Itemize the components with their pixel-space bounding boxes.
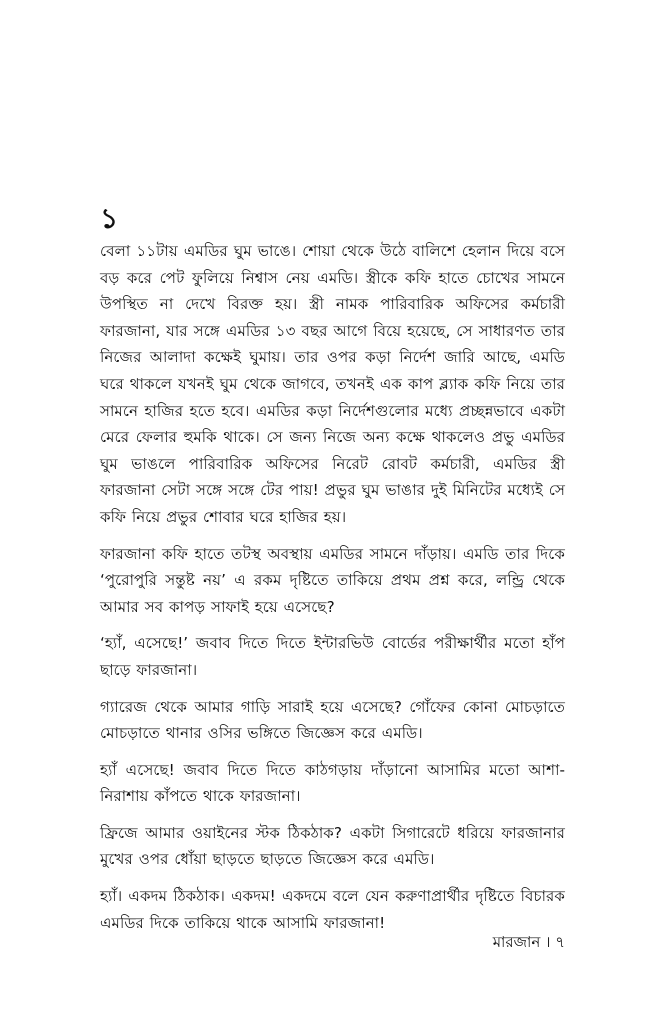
paragraph: হ্যাঁ এসেছে! জবাব দিতে দিতে কাঠগড়ায় দাঁড়ানো আসামির মতো আশা-নিরাশায় কাঁপতে থাকে ফারজানা।	[100, 760, 565, 806]
page-footer-running-title: মারজান । ৭	[492, 933, 565, 951]
paragraph: হ্যাঁ। একদম ঠিকঠাক। একদম! একদমে বলে যেন করুণাপ্রার্থীর দৃষ্টিতে বিচারক এমডির দিকে তাকিয়ে থাকে আসামি ফারজানা!	[100, 887, 565, 932]
paragraph: বেলা ১১টায় এমডির ঘুম ভাঙে। শোয়া থেকে উঠে বালিশে হেলান দিয়ে বসে বড় করে পেট ফুলিয়ে নিশ্বাস নেয় এমডি। স্ত্রীকে কফি হাতে চোখের সামনে উপস্থিত না দেখে বিরক্ত হয়। স্ত্রী নামক পারিবারিক অফিসের কর্মচারী ফারজানা, যার সঙ্গে এমডির ১৩ বছর আগে বিয়ে হয়েছে, সে সাধারণত তার নিজের আলাদা কক্ষেই ঘুমায়। তার ওপর কড়া নির্দেশ জারি আছে, এমডি ঘরে থাকলে যখনই ঘুম থেকে জাগবে, তখনই এক কাপ ব্ল্যাক কফি নিয়ে তার সামনে হাজির হতে হবে। এমডির কড়া নির্দেশগুলোর মধ্যে প্রচ্ছন্নভাবে একটা মেরে ফেলার হুমকি থাকে। সে জন্য নিজে অন্য কক্ষে থাকলেও প্রভু এমডির ঘুম ভাঙলে পারিবারিক অফিসের নিরেট রোবট কর্মচারী, এমডির স্ত্রী ফারজানা সেটা সঙ্গে সঙ্গে টের পায়! প্রভুর ঘুম ভাঙার দুই মিনিটের মধ্যেই সে কফি নিয়ে প্রভুর শোবার ঘরে হাজির হয়।	[100, 242, 565, 526]
paragraph: গ্যারেজ থেকে আমার গাড়ি সারাই হয়ে এসেছে? গোঁফের কোনা মোচড়াতে মোচড়াতে থানার ওসির ভঙ্গিতে জিজ্ঞেস করে এমডি।	[100, 697, 565, 743]
paragraph: ‘হ্যাঁ, এসেছে!’ জবাব দিতে দিতে ইন্টারভিউ বোর্ডের পরীক্ষার্থীর মতো হাঁপ ছাড়ে ফারজানা।	[100, 634, 565, 679]
paragraph: ফ্রিজে আমার ওয়াইনের স্টক ঠিকঠাক? একটা সিগারেটে ধরিয়ে ফারজানার মুখের ওপর ধোঁয়া ছাড়তে ছাড়তে জিজ্ঞেস করে এমডি।	[100, 823, 565, 869]
chapter-number: ১	[100, 202, 119, 235]
paragraph: ফারজানা কফি হাতে তটস্থ অবস্থায় এমডির সামনে দাঁড়ায়। এমডি তার দিকে ‘পুরোপুরি সন্তুষ্ট নয়’ এ রকম দৃষ্টিতে তাকিয়ে প্রথম প্রশ্ন করে, লন্ড্রি থেকে আমার সব কাপড় সাফাই হয়ে এসেছে?	[100, 544, 565, 616]
chapter-body	[100, 238, 565, 946]
